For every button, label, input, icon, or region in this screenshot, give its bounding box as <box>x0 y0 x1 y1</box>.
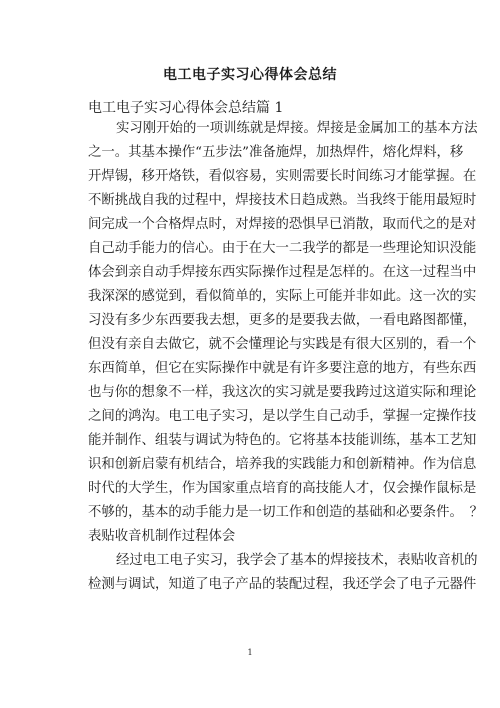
paragraph1-line: 不断挑战自我的过程中，焊接技术日趋成熟。当我终于能用最短时 <box>88 193 477 208</box>
section-heading: 表贴收音机制作过程体会 <box>88 529 236 544</box>
document-title: 电工电子实习心得体会总结 <box>163 67 337 83</box>
paragraph1-line: 但没有亲自去做它，就不会懂理论与实践是有很大区别的，看一个 <box>88 337 477 352</box>
paragraph1-line: 时代的大学生，作为国家重点培育的高技能人才，仅会操作鼠标是 <box>88 481 477 496</box>
paragraph1-line: 间完成一个合格焊点时，对焊接的恐惧早已消散，取而代之的是对 <box>88 217 477 232</box>
paragraph1-line: 不够的，基本的动手能力是一切工作和创造的基础和必要条件。 ？ <box>88 505 484 520</box>
page-number: 1 <box>247 648 253 657</box>
paragraph1-line: 自己动手能力的信心。由于在大一二我学的都是一些理论知识没能 <box>88 241 477 256</box>
paragraph1-line: 之一。其基本操作“五步法”准备施焊，加热焊件，熔化焊料，移 <box>88 145 464 160</box>
paragraph1-line: 也与你的想象不一样，我这次的实习就是要我跨过这道实际和理论 <box>88 385 477 400</box>
paragraph1-line: 之间的鸿沟。电工电子实习，是以学生自己动手，掌握一定操作技 <box>88 409 477 424</box>
paragraph1-line: 习没有多少东西要我去想，更多的是要我去做，一看电路图都懂， <box>88 313 477 328</box>
paragraph1-line: 开焊锡，移开烙铁，看似容易，实则需要长时间练习才能掌握。在 <box>88 169 477 184</box>
document-subtitle: 电工电子实习心得体会总结篇 1 <box>88 100 284 116</box>
paragraph2-line: 经过电工电子实习，我学会了基本的焊接技术，表贴收音机的 <box>116 553 478 568</box>
paragraph1-line: 实习刚开始的一项训练就是焊接。焊接是金属加工的基本方法 <box>116 121 478 136</box>
paragraph2-line: 检测与调试，知道了电子产品的装配过程，我还学会了电子元器件 <box>88 577 477 592</box>
paragraph1-line: 识和创新启蒙有机结合，培养我的实践能力和创新精神。作为信息 <box>88 457 477 472</box>
paragraph1-line: 我深深的感觉到，看似简单的，实际上可能并非如此。这一次的实 <box>88 289 477 304</box>
paragraph1-line: 体会到亲自动手焊接东西实际操作过程是怎样的。在这一过程当中 <box>88 265 477 280</box>
paragraph1-line: 东西简单，但它在实际操作中就是有许多要注意的地方，有些东西 <box>88 361 477 376</box>
paragraph1-line: 能并制作、组装与调试为特色的。它将基本技能训练，基本工艺知 <box>88 433 477 448</box>
